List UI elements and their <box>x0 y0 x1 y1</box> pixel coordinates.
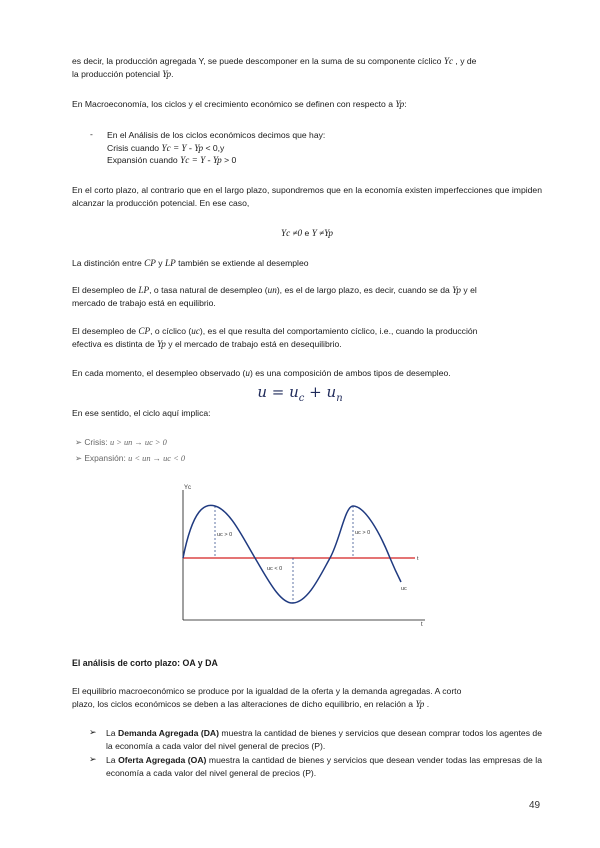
y-axis-label: Yc <box>184 485 192 491</box>
annotation-peak-2: uc > 0 <box>355 530 371 536</box>
bullet-arrow-oa: ➢ <box>89 754 97 764</box>
case-expansion: ➢ Expansión: u < un → uc < 0 <box>75 453 186 463</box>
bullet-supply: La Oferta Agregada (OA) muestra la cantidad de bienes y servicios que desean vender todas las empresas de la economía a cada valor del nivel general de precios (P). <box>106 755 542 778</box>
list-dash: - <box>90 129 93 139</box>
unemployment-formula: $u = u_c + u_n$ <box>257 383 343 404</box>
paragraph-short-run: En el corto plazo, al contrario que en el largo plazo, supondremos que en la economía existen imperfecciones que impiden alcanzar la producción potencial. En ese caso, <box>72 185 542 208</box>
inequality-formula: Yc ≠0 e Y ≠Yp <box>281 228 333 238</box>
page-number: 49 <box>529 800 541 811</box>
bullet-demand: La Demanda Agregada (DA) muestra la cantidad de bienes y servicios que desean comprar todos los agentes de la economía a cada valor del nivel general de precios (P). <box>106 728 542 751</box>
paragraph-decomposition: es decir, la producción agregada Y, se puede descomponer en la suma de su componente cíclico Yc , y de la producción potencial Yp. <box>72 56 477 79</box>
annotation-trough: uc < 0 <box>267 566 283 572</box>
section-heading: El análisis de corto plazo: OA y DA <box>72 658 218 668</box>
paragraph-cyclical-unemployment: El desempleo de CP, o cíclico (uc), es el que resulta del comportamiento cíclico, i.e., cuando la producción efectiva es distinta de Yp y el mercado de trabajo está en desequilibrio. <box>72 326 478 349</box>
bullet-arrow-da: ➢ <box>89 727 97 737</box>
paragraph-equilibrium: El equilibrio macroeconómico se produce por la igualdad de la oferta y la demanda agregadas. A corto plazo, los ciclos económicos se deben a las alteraciones de dicho equilibrio, en relación a Yp . <box>72 686 462 709</box>
curve-end-label: uc <box>401 586 407 592</box>
cycle-curve <box>183 505 401 603</box>
paragraph-distinction: La distinción entre CP y LP también se extiende al desempleo <box>72 258 309 268</box>
paragraph-macro-definition: En Macroeconomía, los ciclos y el crecimiento económico se definen con respecto a Yp: <box>72 99 407 109</box>
cycle-graph <box>175 478 435 628</box>
x-axis-label: t <box>421 622 423 628</box>
cycle-definition-list: En el Análisis de los ciclos económicos decimos que hay: Crisis cuando Yc = Y - Yp < 0,y Expansión cuando Yc = Y - Yp > 0 <box>107 130 326 166</box>
paragraph-natural-unemployment: El desempleo de LP, o tasa natural de desempleo (un), es el de largo plazo, es decir, cuando se da Yp y el mercado de trabajo está en equilibrio. <box>72 285 477 308</box>
line-label: t <box>417 556 419 562</box>
paragraph-observed-unemployment: En cada momento, el desempleo observado (u) es una composición de ambos tipos de desempleo. <box>72 368 451 378</box>
paragraph-cycle-implies: En ese sentido, el ciclo aquí implica: <box>72 408 211 418</box>
annotation-peak-1: uc > 0 <box>217 532 233 538</box>
case-crisis: ➢ Crisis: u > un → uc > 0 <box>75 437 167 447</box>
